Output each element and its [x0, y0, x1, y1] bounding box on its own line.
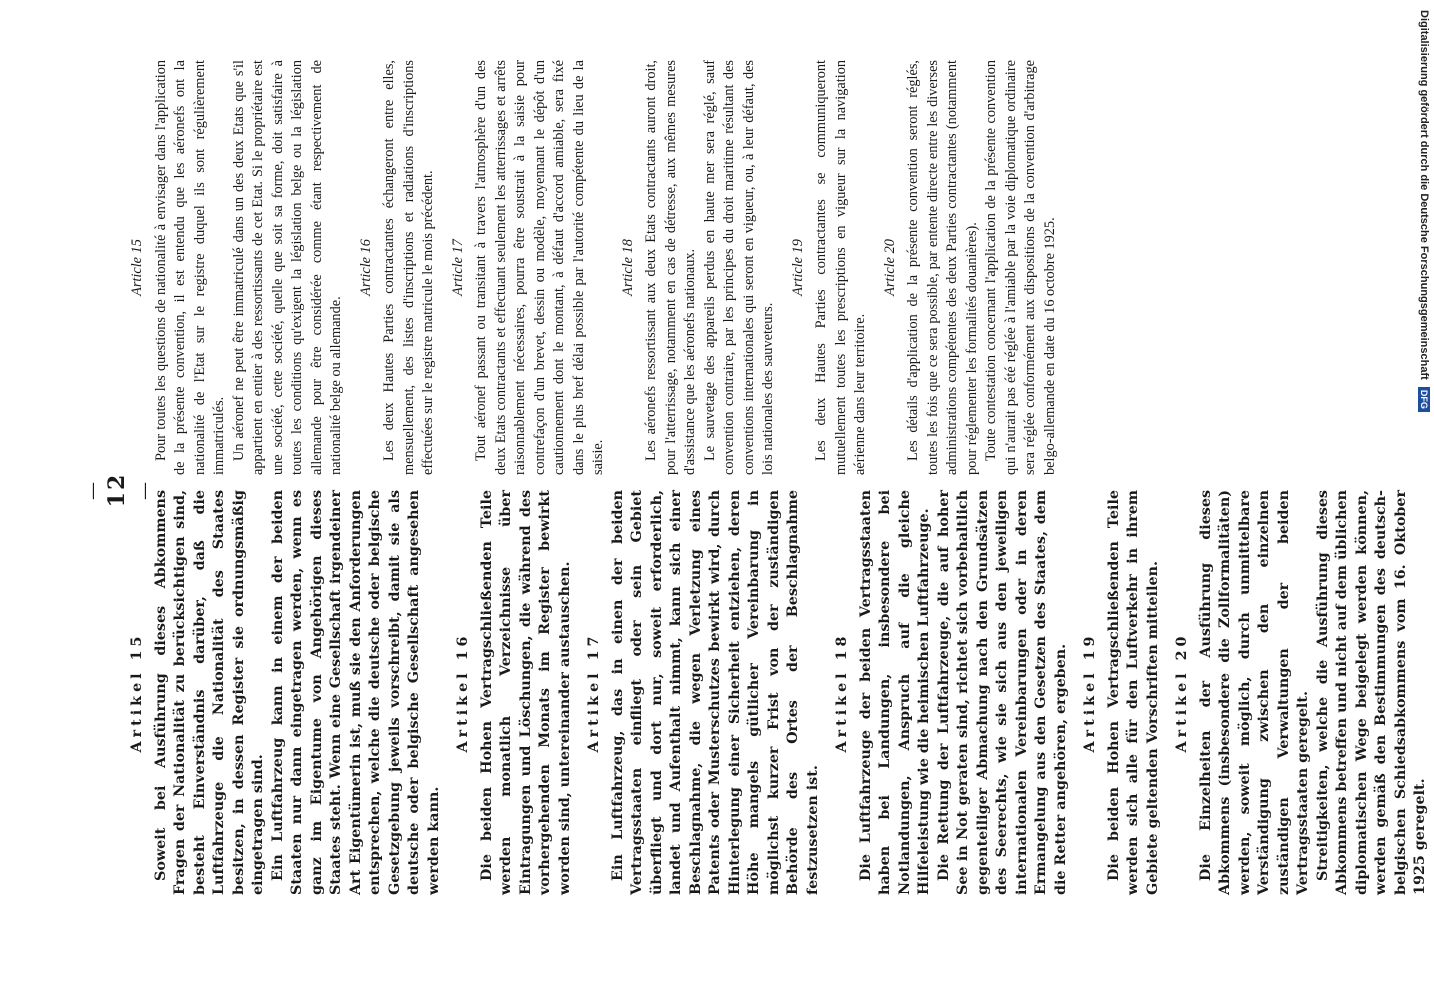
article-paragraph: Ein Luftfahrzeug kann in einem der beiden Staaten nur dann eingetragen werden, wenn es ganz im Eigentume von Angehörigen dieses Staates steht. Wenn eine Gesellschaft irgendeiner Art Eigentümerin ist, muß sie den Anforderungen entsprechen, welche die deutsche oder belgische Gesetzgebung jeweils vorschreibt, damit sie als deutsche oder belgische Gesellschaft angesehen werden kann. — [269, 490, 442, 895]
dfg-logo: DFG — [1418, 387, 1430, 412]
article-heading: Article 18 — [619, 239, 636, 296]
article-17-fr — [449, 60, 609, 475]
article-paragraph: Les deux Hautes Parties contractantes se communiqueront mutuellement toutes les prescriptions en vigueur sur la navigation aérienne dans leur territoire. — [813, 60, 868, 475]
article-15-fr — [128, 60, 347, 475]
article-heading: Article 17 — [449, 239, 466, 296]
article-paragraph: Le sauvetage des appareils perdus en haute mer sera réglé, sauf convention contraire, par les principes du droit maritime résultant des conventions internationales qui seront en vigueur, ou, à leur défaut, des lois nationales des sauveteurs. — [701, 60, 776, 475]
article-18-fr — [619, 60, 779, 475]
digitization-watermark — [1414, 10, 1434, 990]
article-paragraph: Die Rettung der Luftfahrzeuge, die auf hoher See in Not geraten sind, richtet sich vorbehaltlich gegenteiliger Abmachung nach den Grundsätzen des Seerechts, wie sie sich aus den jeweiligen internationalen Vereinbarungen oder in deren Ermangelung aus den Gesetzen des Staates, dem die Retter angehören, ergeben. — [935, 490, 1069, 895]
article-paragraph: Die beiden Hohen Vertragschließenden Teile werden sich alle für den Luftverkehr in ihrem Gebiete geltenden Vorschriften mitteilen. — [1105, 490, 1161, 895]
article-heading: Artikel 18 — [834, 632, 850, 753]
german-column — [118, 490, 1431, 895]
article-paragraph: Les deux Hautes Parties contractantes échangeront entre elles, mensuellement, des listes d'inscriptions et radiations d'inscriptions effectuées sur le registre matricule le mois précédent. — [381, 60, 436, 475]
article-paragraph: Streitigkeiten, welche die Ausführung dieses Abkommens betreffen und nicht auf dem üblichen diplomatischen Wege beigelegt werden können, werden gemäß den Bestimmungen des deutsch-belgischen Schiedsabkommens vom 16. Oktober 1925 geregelt. — [1314, 490, 1428, 895]
article-heading: Article 20 — [881, 239, 898, 296]
article-heading: Article 16 — [357, 239, 374, 296]
article-19-fr — [789, 60, 871, 475]
article-paragraph: Toute contestation concernant l'application de la présente convention qui n'aurait pas été réglée à l'amiable par la voie diplomatique ordinaire sera réglée conformément aux dispositions de la convention d'arbitrage belgo-allemande en date du 16 octobre 1925. — [983, 60, 1058, 475]
article-paragraph: Die Einzelheiten der Ausführung dieses Abkommens (insbesondere die Zollformalitäten) werden, soweit möglich, durch unmittelbare Verständigung zwischen den einzelnen zuständigen Verwaltungen der beiden Vertragsstaaten geregelt. — [1197, 490, 1311, 895]
article-16-de — [454, 490, 575, 895]
article-15-de — [128, 490, 444, 895]
watermark-text: Digitalisierung gefördert durch die Deutsche Forschungsgemeinschaft — [1418, 10, 1430, 380]
article-16-fr — [357, 60, 439, 475]
article-paragraph: Pour toutes les questions de nationalité à envisager dans l'application de la présente convention, il est entendu que les aéronefs ont la nationalité de l'Etat sur le registre duquel ils sont régulièrement immatriculés. — [152, 60, 227, 475]
article-paragraph: Die beiden Hohen Vertragschließenden Teile werden monatlich Verzeichnisse über Eintragungen und Löschungen, die während des vorhergehenden Monats im Register bewirkt worden sind, untereinander austauschen. — [478, 490, 573, 895]
article-heading: Article 19 — [789, 239, 806, 296]
article-20-fr — [881, 60, 1061, 475]
article-18-de — [833, 490, 1071, 895]
article-paragraph: Soweit bei Ausführung dieses Abkommens Fragen der Nationalität zu berücksichtigen sind, besteht Einverständnis darüber, daß die Luftfahrzeuge die Nationalität des Staates besitzen, in dessen Register sie ordnungsmäßig eingetragen sind. — [152, 490, 266, 895]
article-heading: Article 15 — [129, 239, 145, 296]
article-paragraph: Die Luftfahrzeuge der beiden Vertragsstaaten haben bei Landungen, insbesondere bei Notlandungen, Anspruch auf die gleiche Hilfeleistung wie die heimischen Luftfahrzeuge. — [857, 490, 932, 895]
article-paragraph: Les détails d'application de la présente convention seront réglés, toutes les fois que ce sera possible, par entente directe entre les diverses administrations compétentes des deux Parties contractantes (notamment pour réglementer les formalités douanières). — [905, 60, 980, 475]
article-heading: Artikel 17 — [586, 632, 602, 753]
article-heading: Artikel 20 — [1174, 632, 1190, 753]
page-number: — 12 — — [78, 460, 156, 520]
article-paragraph: Ein Luftfahrzeug, das in einen der beiden Vertragsstaaten einfliegt oder sein Gebiet überfliegt und dort nur, soweit erforderlich, landet und Aufenthalt nimmt, kann sich einer Beschlagnahme, die wegen Verletzung eines Patents oder Musterschutzes bewirkt wird, durch Hinterlegung einer Sicherheit entziehen, deren Höhe mangels gütlicher Vereinbarung in möglichst kurzer Frist von der zuständigen Behörde des Ortes der Beschlagnahme festzusetzen ist. — [609, 490, 821, 895]
french-column — [118, 60, 1060, 475]
article-20-de — [1173, 490, 1431, 895]
article-heading: Artikel 15 — [129, 632, 145, 753]
article-19-de — [1081, 490, 1163, 895]
article-paragraph: Tout aéronef passant ou transitant à travers l'atmosphère d'un des deux Etats contractants et effectuant seulement les atterrissages et arrêts raisonnablement nécessaires, pourra être soustrait à la saisie pour contrefaçon d'un brevet, dessin ou modèle, moyennant le dépôt d'un cautionnement dont le montant, à défaut d'accord amiable, sera fixé dans le plus bref délai possible par l'autorité compétente du lieu de la saisie. — [473, 60, 606, 475]
article-heading: Artikel 16 — [455, 632, 471, 753]
article-17-de — [585, 490, 823, 895]
article-heading: Artikel 19 — [1082, 632, 1098, 753]
article-paragraph: Un aéronef ne peut être immatriculé dans un des deux Etats que s'il appartient en entier à des ressortissants de cet Etat. Si le propriétaire est une société, cette société, quelle que soit sa forme, doit satisfaire à toutes les conditions qu'exigent la législation belge ou la législation allemande pour être considérée comme étant respectivement de nationalité belge ou allemande. — [230, 60, 344, 475]
article-paragraph: Les aéronefs ressortissant aux deux Etats contractants auront droit, pour l'atterrissage, notamment en cas de détresse, aux mêmes mesures d'assistance que les aéronefs nationaux. — [643, 60, 698, 475]
